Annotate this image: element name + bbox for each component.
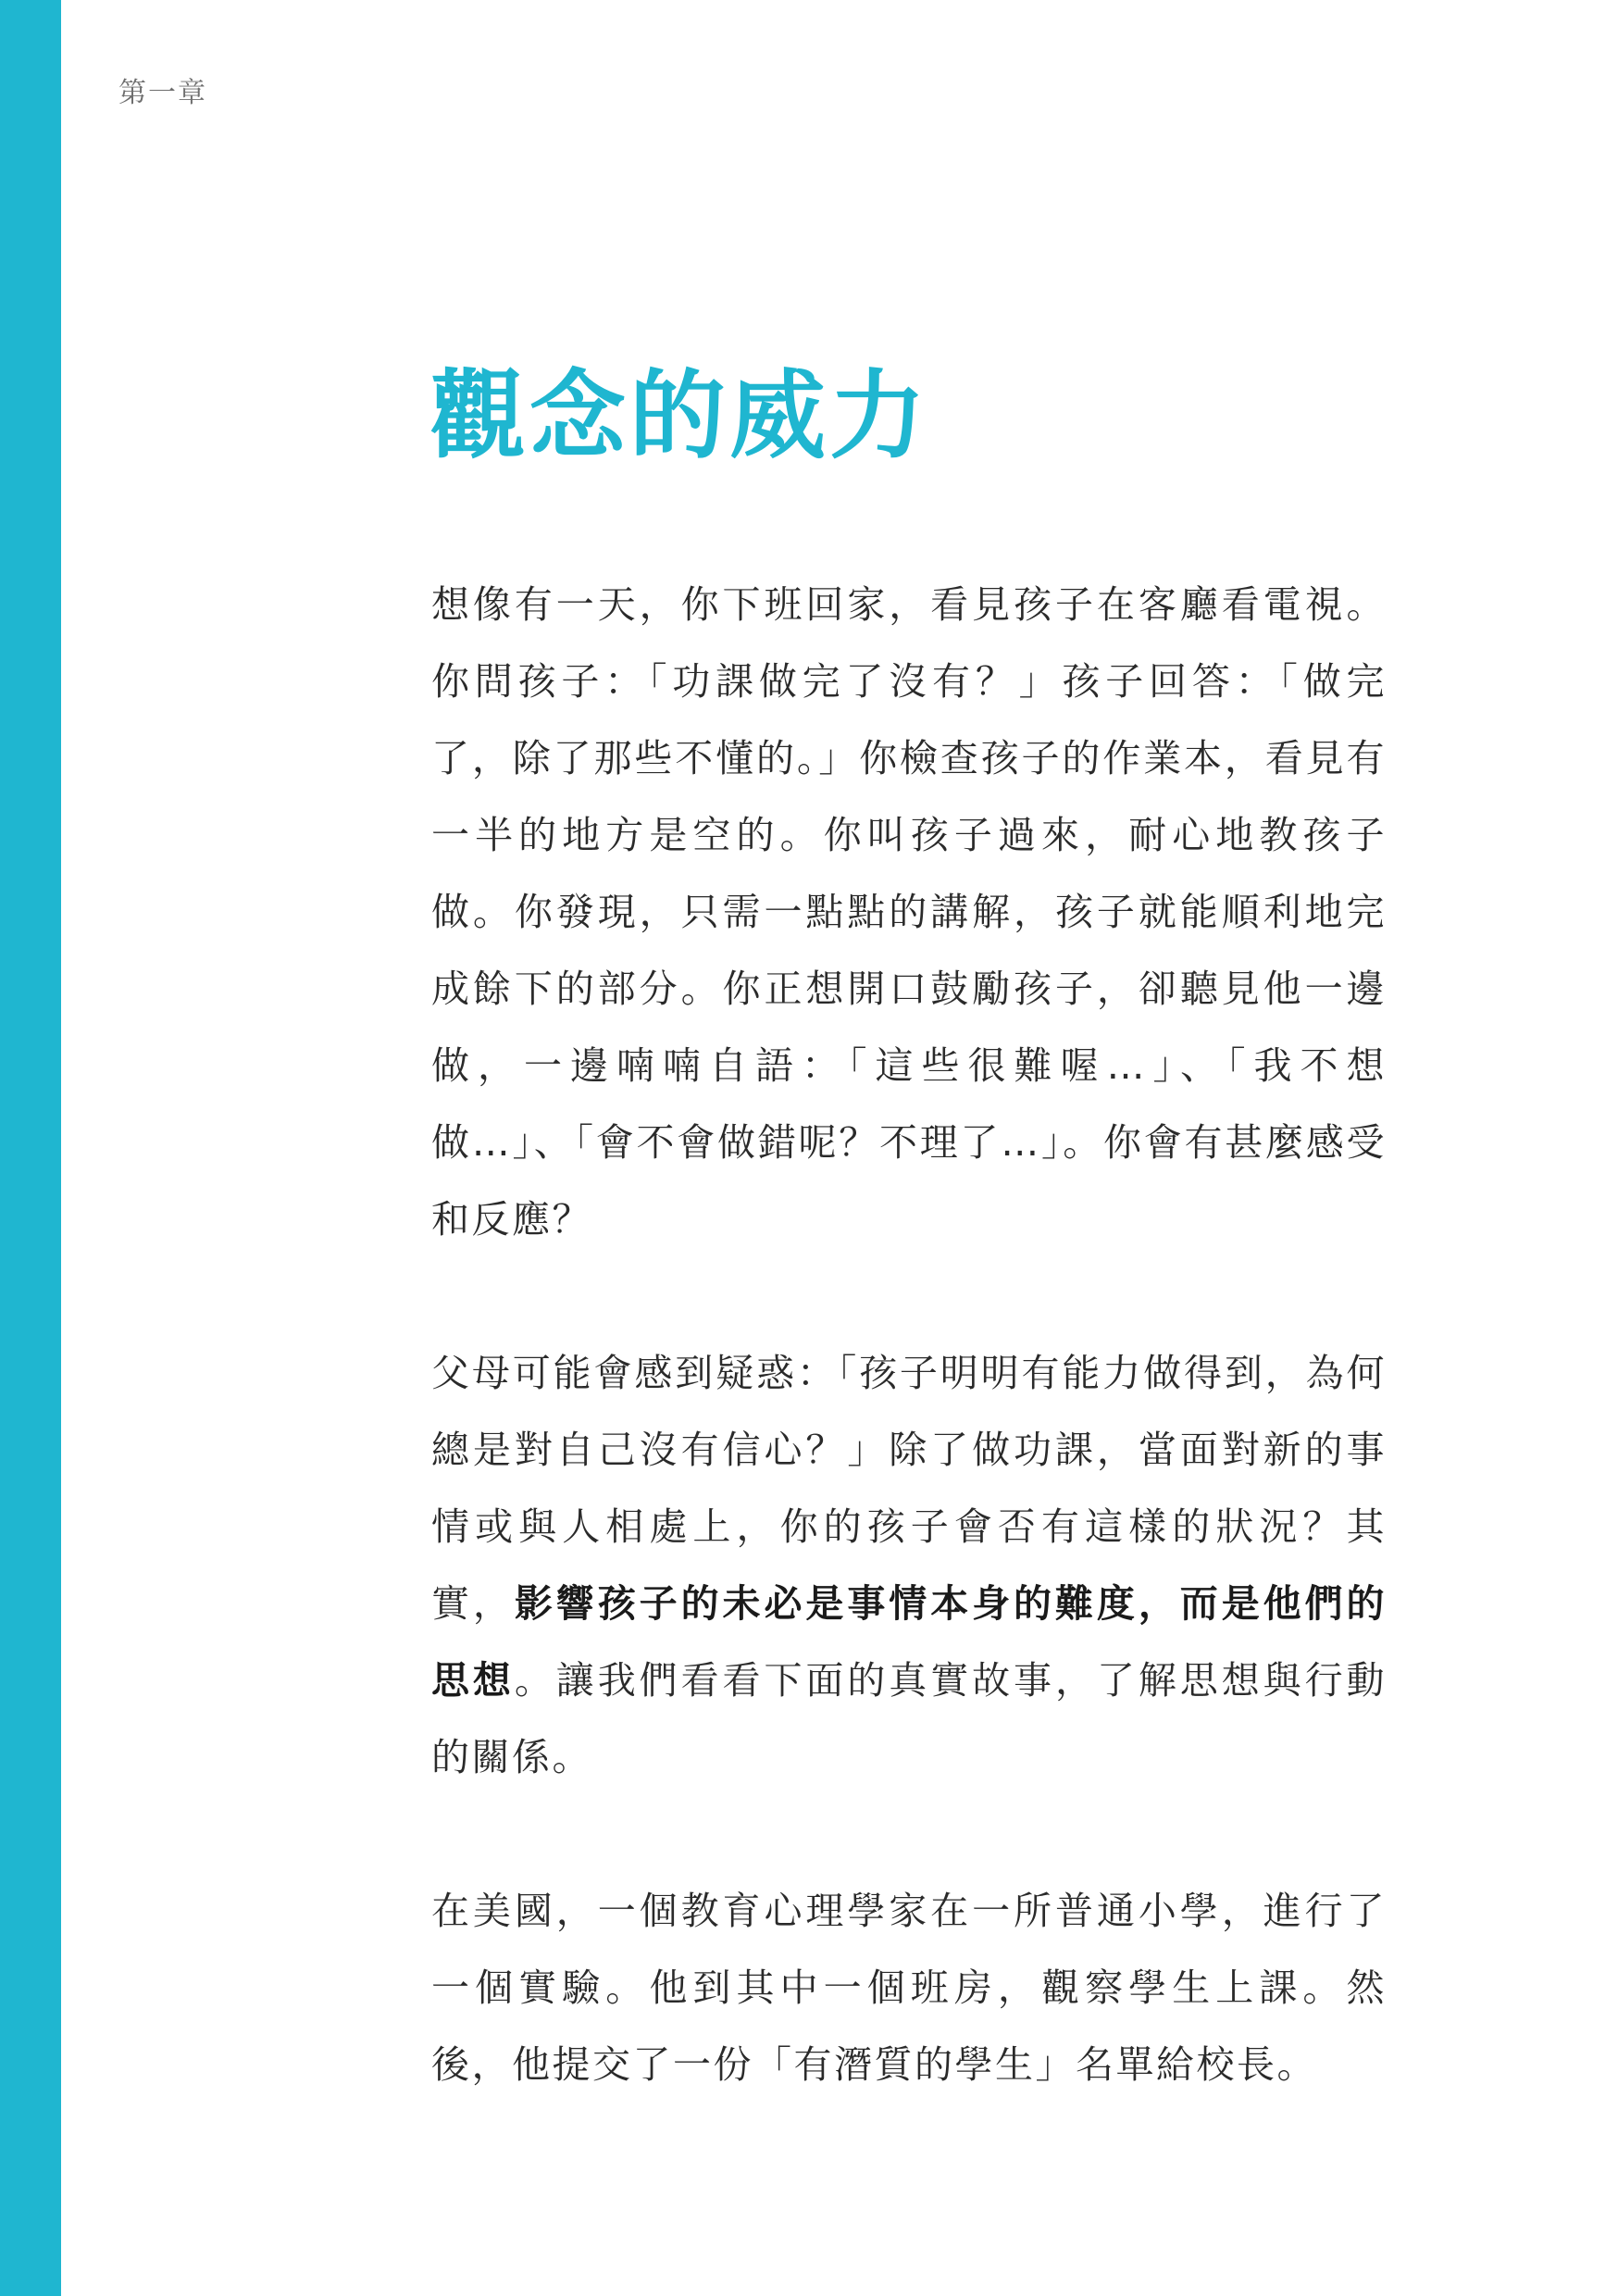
chapter-title: 觀念的威力 (429, 358, 930, 472)
paragraph-2-text-before: 父母可能會感到疑惑：「孩子明明有能力做得到，為何總是對自己沒有信心？」除了做功課，當面對新的事情或與人相處上，你的孩子會否有這樣的狀況？其實， (431, 1351, 1387, 1626)
paragraph-2-text-after: 。讓我們看看下面的真實故事，了解思想與行動的關係。 (431, 1658, 1388, 1779)
body-text (431, 567, 1387, 2103)
chapter-color-bar (0, 0, 61, 2296)
paragraph-2 (431, 1335, 1387, 1796)
paragraph-1: 想像有一天，你下班回家，看見孩子在客廳看電視。你問孩子：「功課做完了沒有？」孩子回答：「做完了，除了那些不懂的。」你檢查孩子的作業本，看見有一半的地方是空的。你叫孩子過來，耐心地教孩子做。你發現，只需一點點的講解，孩子就能順利地完成餘下的部分。你正想開口鼓勵孩子，卻聽見他一邊做，一邊喃喃自語：「這些很難喔…」、「我不想做…」、「會不會做錯呢？不理了…」。你會有甚麼感受和反應？ (431, 582, 1387, 1242)
paragraph-2-emphasis: 影響孩子的未必是事情本身的難度，而是他們的思想 (431, 1581, 1388, 1703)
running-head-chapter-label: 第一章 (118, 77, 207, 109)
paragraph-3: 在美國，一個教育心理學家在一所普通小學，進行了一個實驗。他到其中一個班房，觀察學生上課。然後，他提交了一份「有潛質的學生」名單給校長。 (431, 1889, 1387, 2087)
